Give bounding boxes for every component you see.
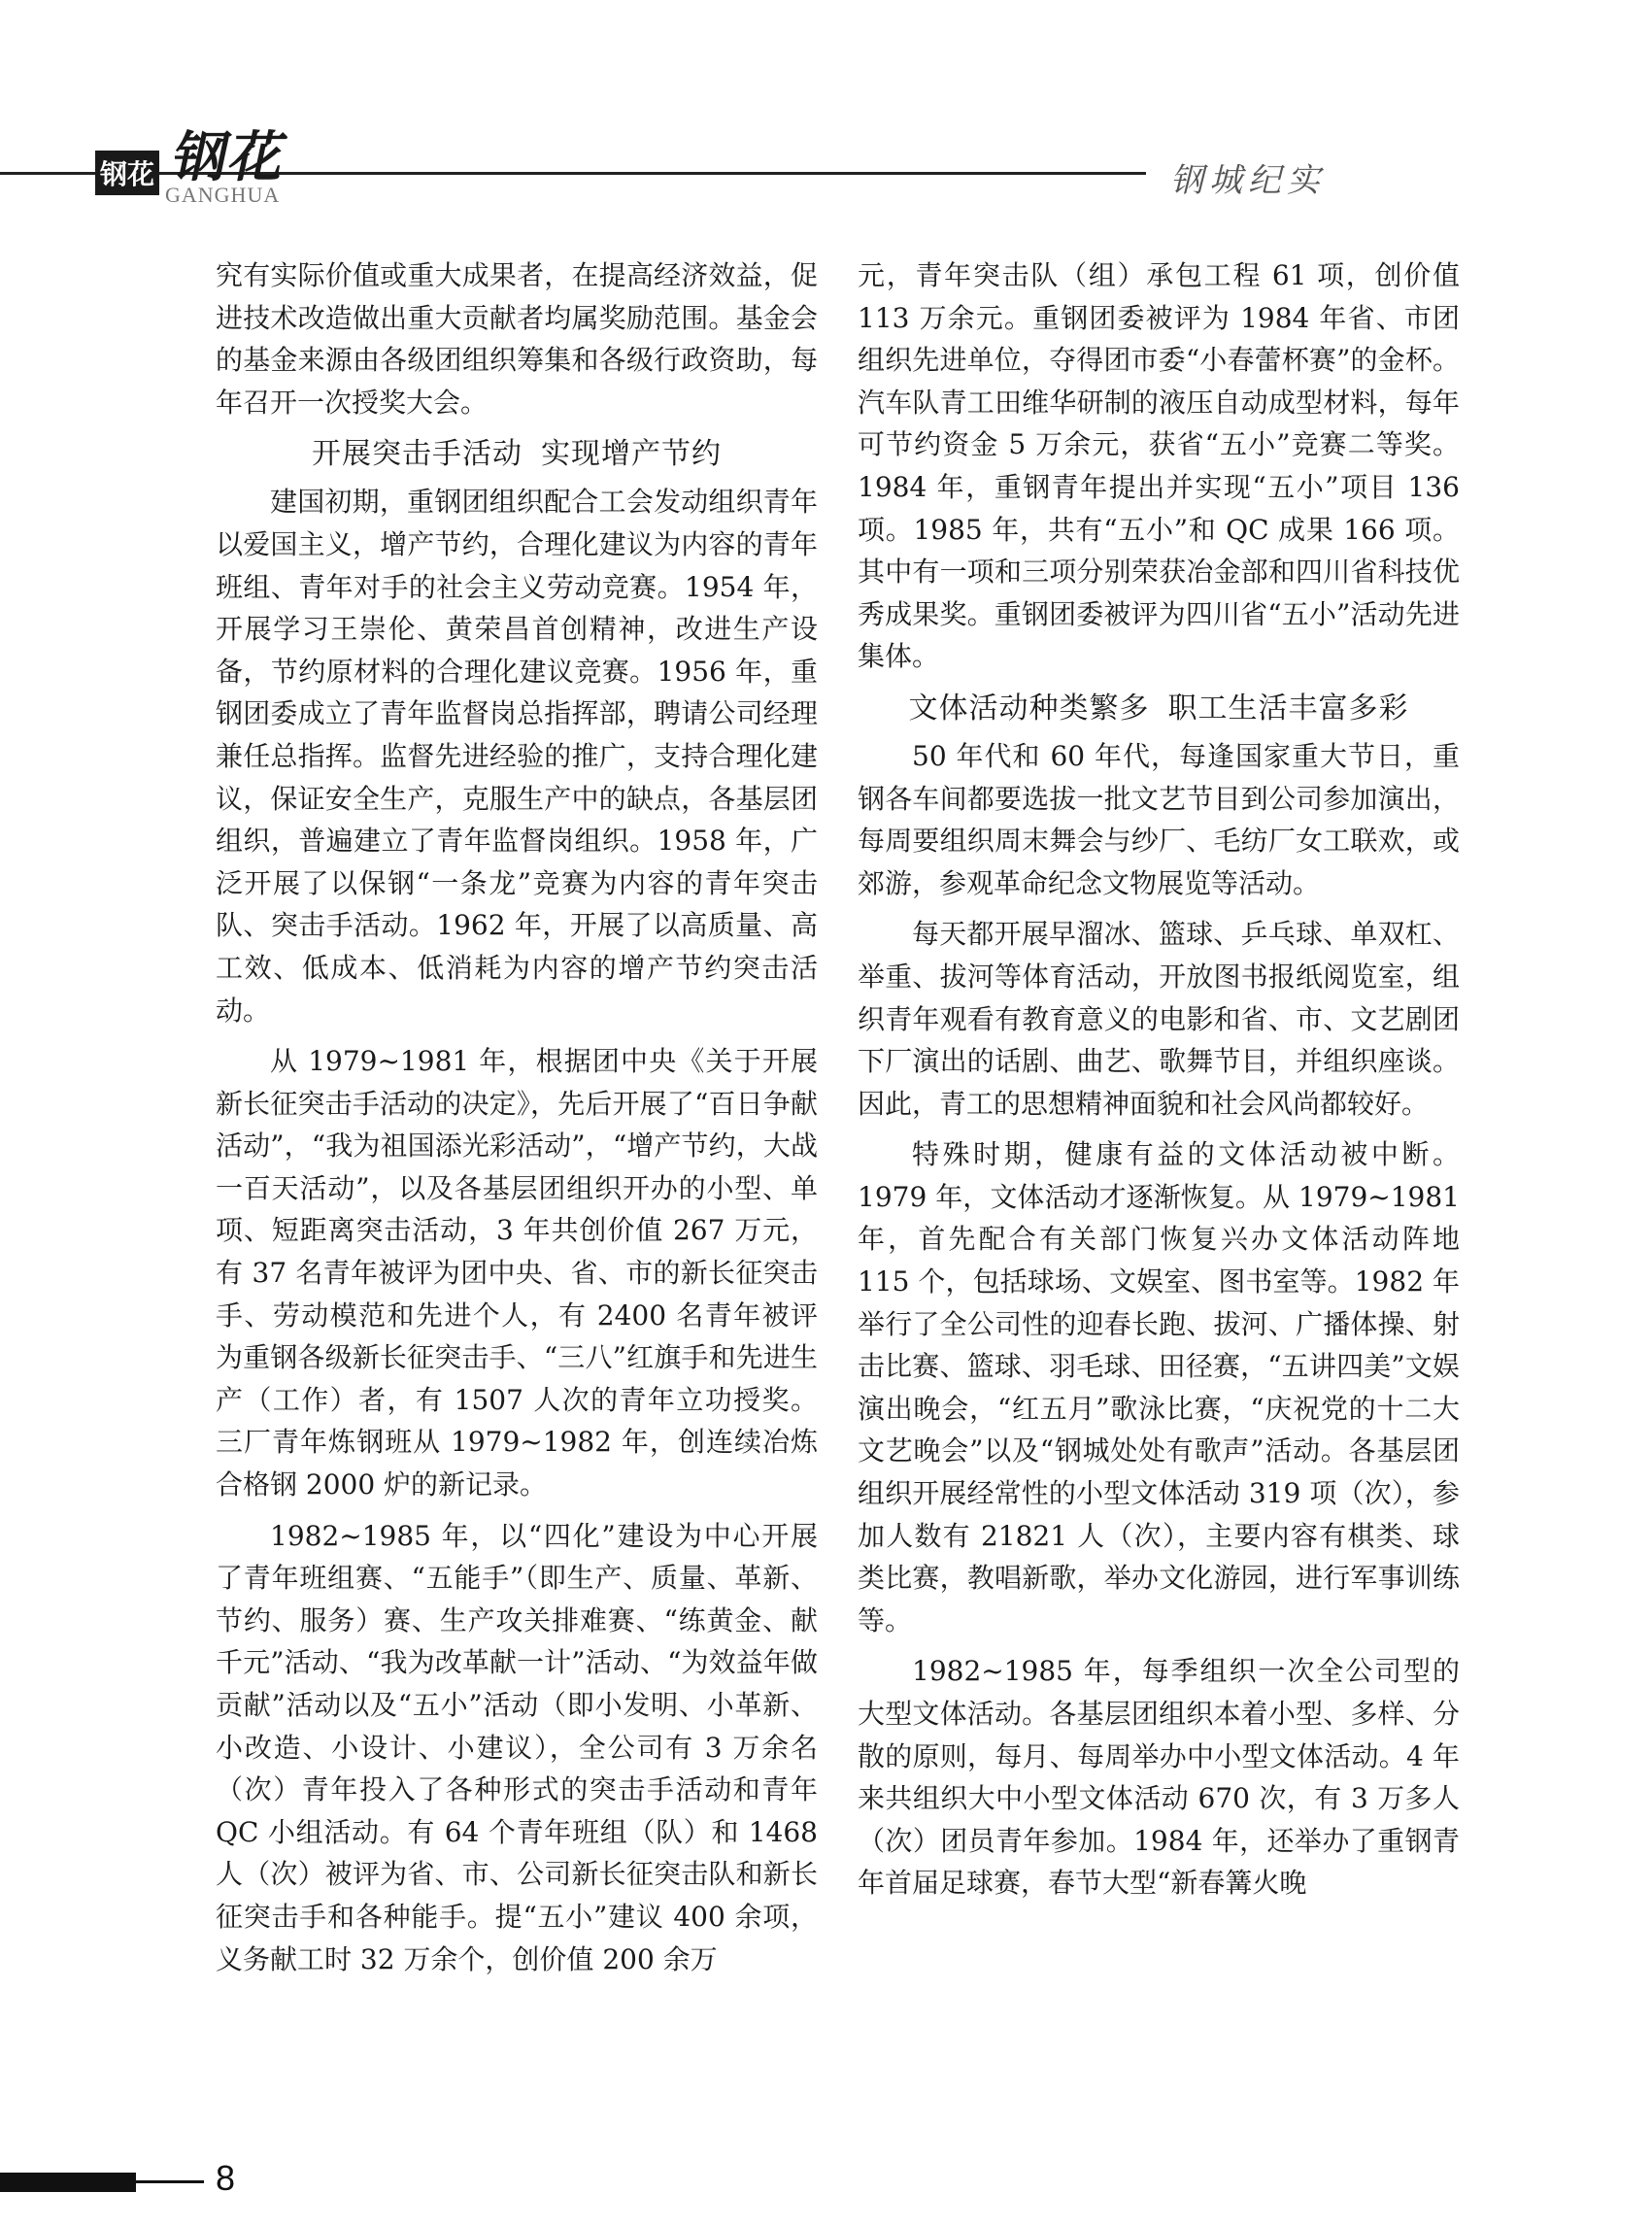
section-heading: 文体活动种类繁多 职工生活丰富多彩 [908,691,1409,725]
footer-bar [0,2173,136,2192]
paragraph: 1982~1985 年，每季组织一次全公司型的大型文体活动。各基层团组织本着小型、多样、分散的原则，每月、每周举办中小型文体活动。4 年来共组织大中小型文体活动 670 次，有 3 万多人（次）团员青年参加。1984 年，还举办了重钢青年首届足球赛，春节大型“新春篝火晚 [858,1655,1460,1900]
paragraph: 每天都开展早溜冰、篮球、乒乓球、单双杠、举重、拔河等体育活动，开放图书报纸阅览室，组织青年观看有教育意义的电影和省、市、文艺剧团下厂演出的话剧、曲艺、歌舞节目，并组织座谈。因此，青工的思想精神面貌和社会风尚都较好。 [858,918,1460,1120]
magazine-logo-title: 钢花 [167,125,294,189]
right-column [858,254,1460,1913]
paragraph: 50 年代和 60 年代，每逢国家重大节日，重钢各车间都要选拔一批文艺节目到公司参加演出，每周要组织周末舞会与纱厂、毛纺厂女工联欢，或郊游，参观革命纪念文物展览等活动。 [858,739,1460,899]
paragraph-continued: 元，青年突击队（组）承包工程 61 项，创价值 113 万余元。重钢团委被评为 1984 年省、市团组织先进单位，夺得团市委“小春蕾杯赛”的金杯。汽车队青工田维华研制的液压自动成型材料，每年可节约资金 5 万余元，获省“五小”竞赛二等奖。1984 年，重钢青年提出并实现“五小”项目 136 项。1985 年，共有“五小”和 QC 成果 166 项。其中有一项和三项分别荣获冶金部和四川省科技优秀成果奖。重钢团委被评为四川省“五小”活动先进集体。 [858,259,1460,673]
paragraph: 1982~1985 年，以“四化”建设为中心开展了青年班组赛、“五能手”（即生产、质量、革新、节约、服务）赛、生产攻关排难赛、“练黄金、献千元”活动、“我为改革献一计”活动、“为效益年做贡献”活动以及“五小”活动（即小发明、小革新、小改造、小设计、小建议），全公司有 3 万余名（次）青年投入了各种形式的突击手活动和青年 QC 小组活动。有 64 个青年班组（队）和 1468 人（次）被评为省、市、公司新长征突击队和新长征突击手和各种能手。提“五小”建议 400 余项，义务献工时 32 万余个，创价值 200 余万 [216,1519,818,1975]
section-heading: 开展突击手活动 实现增产节约 [311,437,723,472]
paragraph: 特殊时期，健康有益的文体活动被中断。1979 年，文体活动才逐渐恢复。从 1979~1981 年，首先配合有关部门恢复兴办文体活动阵地 115 个，包括球场、文娱室、图书室等。1982 年举行了全公司性的迎春长跑、拔河、广播体操、射击比赛、篮球、羽毛球、田径赛，“五讲四美”文娱演出晚会，“红五月”歌泳比赛，“庆祝党的十二大文艺晚会”以及“钢城处处有歌声”活动。各基层团组织开展经常性的小型文体活动 319 项（次），参加人数有 21821 人（次），主要内容有棋类、球类比赛，教唱新歌，举办文化游园，进行军事训练等。 [858,1138,1460,1636]
logo-mark: 钢花 [95,151,159,195]
magazine-logo-english: GANGHUA [165,183,281,207]
page-number: 8 [216,2158,236,2198]
paragraph-continued: 究有实际价值或重大成果者，在提高经济效益，促进技术改造做出重大贡献者均属奖励范围。基金会的基金来源由各级团组织筹集和各级行政资助，每年召开一次授奖大会。 [216,259,818,419]
paragraph: 建国初期，重钢团组织配合工会发动组织青年以爱国主义，增产节约，合理化建议为内容的青年班组、青年对手的社会主义劳动竞赛。1954 年，开展学习王崇伦、黄荣昌首创精神，改进生产设备，节约原材料的合理化建议竞赛。1956 年，重钢团委成立了青年监督岗总指挥部，聘请公司经理兼任总指挥。监督先进经验的推广，支持合理化建议，保证安全生产，克服生产中的缺点，各基层团组织，普遍建立了青年监督岗组织。1958 年，广泛开展了以保钢“一条龙”竞赛为内容的青年突击队、突击手活动。1962 年，开展了以高质量、高工效、低成本、低消耗为内容的增产节约突击活动。 [216,486,818,1027]
footer-rule [136,2180,204,2183]
paragraph: 从 1979~1981 年，根据团中央《关于开展新长征突击手活动的决定》，先后开展了“百日争献活动”，“我为祖国添光彩活动”，“增产节约，大战一百天活动”，以及各基层团组织开办的小型、单项、短距离突击活动，3 年共创价值 267 万元，有 37 名青年被评为团中央、省、市的新长征突击手、劳动模范和先进个人，有 2400 名青年被评为重钢各级新长征突击手、“三八”红旗手和先进生产（工作）者，有 1507 人次的青年立功授奖。三厂青年炼钢班从 1979~1982 年，创连续冶炼合格钢 2000 炉的新记录。 [216,1045,818,1501]
left-column [216,254,818,1989]
section-title: 钢城纪实 [1170,161,1326,200]
